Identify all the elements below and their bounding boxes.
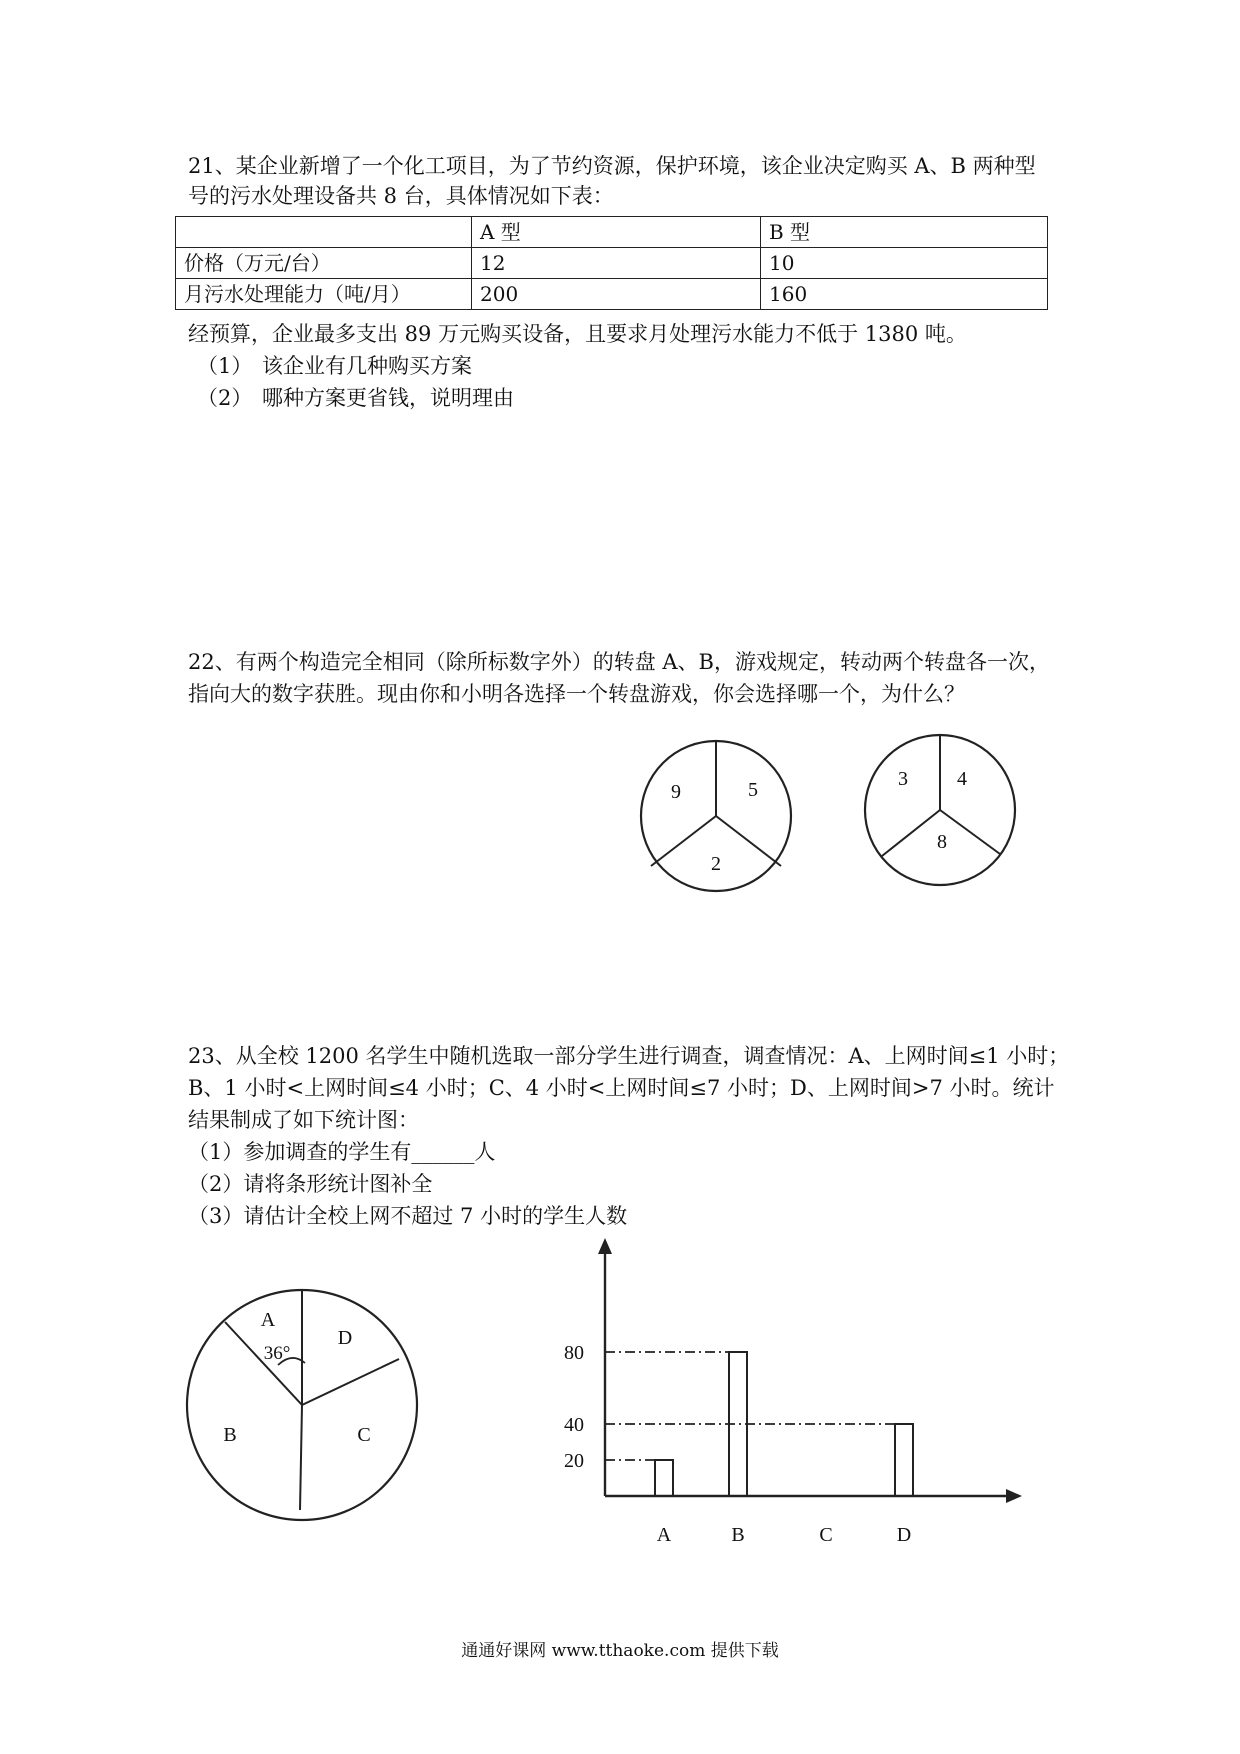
q23-sub2: （2）请将条形统计图补全: [188, 1172, 433, 1196]
pie-label: D: [337, 1327, 353, 1349]
q21-sub1-text: 该企业有几种购买方案: [262, 354, 472, 378]
spinner-b: [865, 735, 1015, 885]
q22-line1: 22、有两个构造完全相同（除所标数字外）的转盘 A、B，游戏规定，转动两个转盘各一次，: [188, 650, 1050, 674]
pie-chart: [187, 1290, 417, 1520]
angle-label: 36°: [263, 1343, 291, 1364]
pie-label: C: [357, 1424, 371, 1446]
y-tick-label: 40: [564, 1414, 584, 1436]
q23-line3: 结果制成了如下统计图：: [188, 1108, 419, 1132]
spinner-a: [641, 741, 791, 891]
y-tick-label: 20: [564, 1450, 584, 1472]
page-footer: 通通好课网 www.tthaoke.com 提供下载: [461, 1641, 779, 1661]
bar-D: [895, 1424, 913, 1496]
x-tick-label: C: [819, 1524, 833, 1546]
table-cell: 月污水处理能力（吨/月）: [176, 279, 472, 310]
spinner-a-number: 5: [748, 779, 758, 801]
table-cell: 200: [472, 279, 761, 310]
q21-sub2-text: 哪种方案更省钱，说明理由: [262, 386, 514, 410]
q23-line1: 23、从全校 1200 名学生中随机选取一部分学生进行调查，调查情况：A、上网时间≤1 小时；: [188, 1044, 1070, 1068]
spinner-a-number: 2: [711, 853, 721, 875]
q21-intro-line2: 号的污水处理设备共 8 台，具体情况如下表：: [188, 184, 614, 208]
spinner-a-number: 9: [671, 781, 681, 803]
q21-sub2-number: （2）: [197, 386, 253, 410]
q23-sub1: （1）参加调查的学生有______人: [188, 1140, 496, 1164]
table-header-cell: A 型: [472, 217, 761, 248]
q23-line2: B、1 小时<上网时间≤4 小时；C、4 小时<上网时间≤7 小时；D、上网时间>7 小时。统计: [188, 1076, 1055, 1100]
bar-A: [655, 1460, 673, 1496]
table-cell: 12: [472, 248, 761, 279]
pie-label: B: [223, 1424, 237, 1446]
table-cell: 10: [761, 248, 1048, 279]
q22-line2: 指向大的数字获胜。现由你和小明各选择一个转盘游戏，你会选择哪一个，为什么？: [188, 682, 965, 706]
y-tick-label: 80: [564, 1342, 584, 1364]
spinner-b-number: 8: [937, 831, 947, 853]
table-cell: 160: [761, 279, 1048, 310]
bar-chart: [564, 1238, 1022, 1546]
q23-sub3: （3）请估计全校上网不超过 7 小时的学生人数: [188, 1204, 628, 1228]
x-tick-label: B: [731, 1524, 745, 1546]
x-axis-arrow-icon: [1006, 1489, 1022, 1503]
q21-sub1-number: （1）: [197, 354, 253, 378]
y-axis-arrow-icon: [598, 1238, 612, 1254]
spinner-b-number: 3: [898, 768, 908, 790]
q21-intro-line1: 21、某企业新增了一个化工项目，为了节约资源，保护环境，该企业决定购买 A、B 两种型: [188, 154, 1036, 178]
table-cell: 价格（万元/台）: [176, 248, 472, 279]
x-tick-label: D: [896, 1524, 912, 1546]
x-tick-label: A: [656, 1524, 672, 1546]
spinner-b-number: 4: [957, 768, 967, 790]
pie-label: A: [260, 1309, 276, 1331]
q21-budget-line: 经预算，企业最多支出 89 万元购买设备，且要求月处理污水能力不低于 1380 吨。: [188, 322, 967, 346]
table-header-cell: B 型: [761, 217, 1048, 248]
